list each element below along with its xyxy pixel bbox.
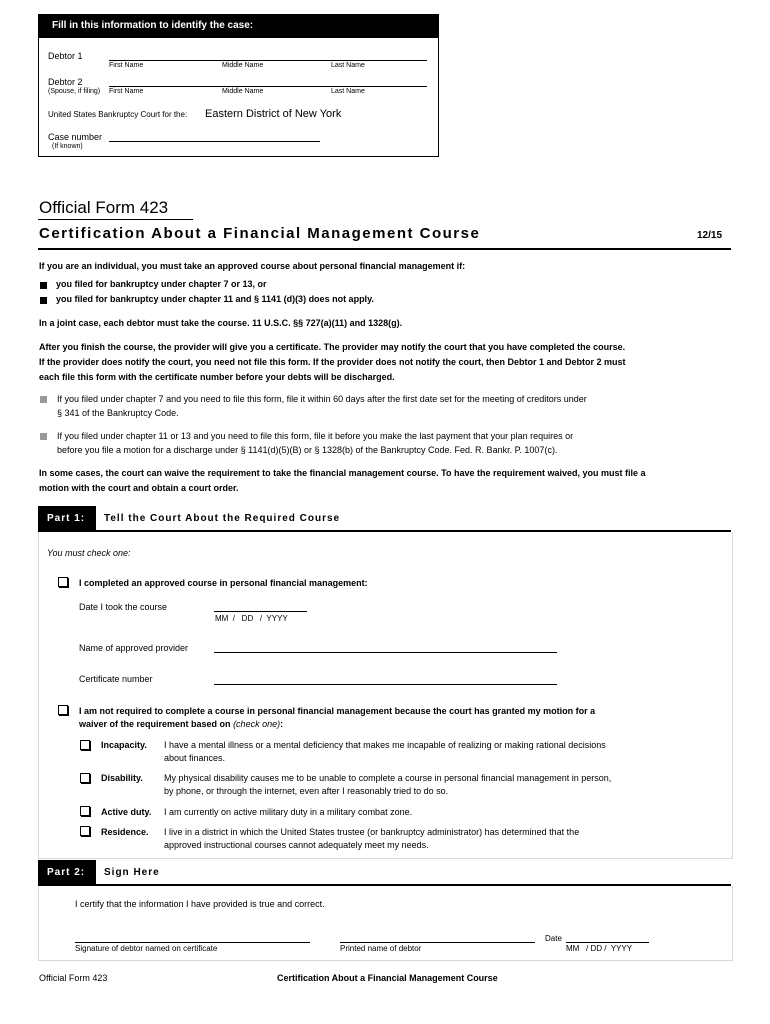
residence-label: Residence.	[101, 827, 149, 837]
certificate-number-label: Certificate number	[79, 674, 153, 684]
debtor1-label: Debtor 1	[48, 51, 83, 61]
case-number-note: (If known)	[52, 143, 83, 150]
deadline-chapter7-line2: § 341 of the Bankruptcy Code.	[57, 408, 179, 418]
debtor2-name-field[interactable]	[109, 86, 427, 87]
course-date-label: Date I took the course	[79, 602, 168, 612]
bullet-square-icon	[40, 396, 47, 403]
intro-certificate-line1: After you finish the course, the provider will give you a certificate. The provider may notify the court that you have completed the course.	[39, 342, 626, 352]
intro-requirement: If you are an individual, you must take an approved course about personal financial management if:	[39, 261, 466, 271]
must-check-one: You must check one:	[47, 548, 131, 558]
bullet-square-icon	[40, 433, 47, 440]
disability-desc-line1: My physical disability causes me to be unable to complete a course in personal financial management in person,	[164, 773, 612, 783]
signature-date-format: MM / DD / YYYY	[566, 944, 633, 953]
part2-label-box	[38, 860, 96, 884]
title-rule	[38, 248, 731, 250]
waiver-label-colon: :	[280, 719, 284, 729]
court-label: United States Bankruptcy Court for the:	[48, 110, 188, 119]
disability-label: Disability.	[101, 773, 143, 783]
debtor2-label: Debtor 2	[48, 77, 83, 87]
active-duty-label: Active duty.	[101, 807, 152, 817]
case-number-label: Case number	[48, 132, 103, 142]
signature-caption: Signature of debtor named on certificate	[75, 944, 218, 953]
debtor2-first-name-caption: First Name	[109, 88, 144, 95]
debtor2-middle-name-caption: Middle Name	[222, 88, 264, 95]
footer-form-title: Certification About a Financial Management Course	[277, 973, 498, 983]
bullet-square-icon	[40, 282, 47, 289]
course-date-field[interactable]	[214, 611, 307, 612]
debtor2-last-name-caption: Last Name	[331, 88, 365, 95]
form-title: Certification About a Financial Management Course	[39, 225, 481, 242]
part1-label: Part 1:	[47, 513, 86, 524]
certify-statement: I certify that the information I have provided is true and correct.	[75, 899, 325, 909]
intro-bullet-chapter7: you filed for bankruptcy under chapter 7 or 13, or	[56, 279, 267, 289]
debtor1-last-name-caption: Last Name	[331, 62, 365, 69]
part1-label-box	[38, 506, 96, 530]
bullet-square-icon	[40, 297, 47, 304]
deadline-chapter11-line2: before you file a motion for a discharge under § 1141(d)(5)(B) or § 1328(b) of the Bankruptcy Code. Fed. R. Bankr. P. 1007(c).	[57, 445, 558, 455]
waiver-note-line1: In some cases, the court can waive the requirement to take the financial management course. To have the requirement waived, you must file a	[39, 468, 646, 478]
residence-desc-line1: I live in a district in which the United States trustee (or bankruptcy administrator) has determined that the	[164, 827, 580, 837]
intro-bullet-chapter11: you filed for bankruptcy under chapter 11 and § 1141 (d)(3) does not apply.	[56, 294, 374, 304]
deadline-chapter7-line1: If you filed under chapter 7 and you need to file this form, file it within 60 days after the first date set for the meeting of creditors under	[57, 394, 587, 404]
waiver-checkbox[interactable]	[58, 705, 68, 715]
provider-name-label: Name of approved provider	[79, 643, 189, 653]
active-duty-desc: I am currently on active military duty in a military combat zone.	[164, 807, 413, 817]
part2-label: Part 2:	[47, 867, 86, 878]
waiver-label-text: waiver of the requirement based on	[79, 719, 231, 729]
active-duty-checkbox[interactable]	[80, 806, 90, 816]
completed-course-label: I completed an approved course in personal financial management:	[79, 578, 368, 588]
disability-checkbox[interactable]	[80, 773, 90, 783]
course-date-format: MM / DD / YYYY	[215, 614, 288, 623]
case-identification-header-text: Fill in this information to identify the case:	[52, 20, 254, 31]
incapacity-desc-line2: about finances.	[164, 753, 226, 763]
case-number-field[interactable]	[109, 141, 320, 142]
court-district-value[interactable]: Eastern District of New York	[205, 108, 342, 120]
debtor1-first-name-caption: First Name	[109, 62, 144, 69]
disability-desc-line2: by phone, or through the internet, even after I reasonably tried to do so.	[164, 786, 449, 796]
signature-date-label: Date	[545, 934, 562, 943]
intro-certificate-line3: each file this form with the certificate number before your debts will be discharged.	[39, 372, 395, 382]
waiver-label-line1: I am not required to complete a course in personal financial management because the court has granted my motion for a	[79, 706, 596, 716]
residence-checkbox[interactable]	[80, 826, 90, 836]
incapacity-checkbox[interactable]	[80, 740, 90, 750]
part2-title: Sign Here	[104, 867, 160, 878]
form-number-underline	[38, 219, 193, 220]
provider-name-field[interactable]	[214, 652, 557, 653]
waiver-note-line2: motion with the court and obtain a court order.	[39, 483, 239, 493]
residence-desc-line2: approved instructional courses cannot adequately meet my needs.	[164, 840, 429, 850]
intro-joint-case: In a joint case, each debtor must take the course. 11 U.S.C. §§ 727(a)(11) and 1328(g).	[39, 318, 403, 328]
printed-name-caption: Printed name of debtor	[340, 944, 422, 953]
intro-certificate-line2: If the provider does notify the court, you need not file this form. If the provider does not notify the court, then Debtor 1 and Debtor 2 must	[39, 357, 626, 367]
debtor1-middle-name-caption: Middle Name	[222, 62, 264, 69]
debtor-signature-field[interactable]	[75, 942, 310, 943]
deadline-chapter11-line1: If you filed under chapter 11 or 13 and you need to file this form, file it before you make the last payment that your plan requires or	[57, 431, 574, 441]
part1-title: Tell the Court About the Required Course	[104, 513, 341, 524]
certificate-number-field[interactable]	[214, 684, 557, 685]
printed-name-field[interactable]	[340, 942, 535, 943]
footer-form-number: Official Form 423	[39, 973, 108, 983]
part1-header	[38, 506, 731, 532]
case-identification-header	[38, 14, 439, 38]
completed-course-checkbox[interactable]	[58, 577, 68, 587]
check-one-note: (check one)	[233, 719, 281, 729]
signature-date-field[interactable]	[566, 942, 649, 943]
debtor1-name-field[interactable]	[109, 60, 427, 61]
form-revision: 12/15	[697, 230, 723, 241]
waiver-label-line2	[79, 719, 283, 729]
form-number: Official Form 423	[39, 198, 169, 217]
incapacity-desc-line1: I have a mental illness or a mental deficiency that makes me incapable of realizing or making rational decisions	[164, 740, 606, 750]
part2-header	[38, 860, 731, 886]
debtor2-spouse-note: (Spouse, if filing)	[48, 88, 101, 95]
incapacity-label: Incapacity.	[101, 740, 147, 750]
